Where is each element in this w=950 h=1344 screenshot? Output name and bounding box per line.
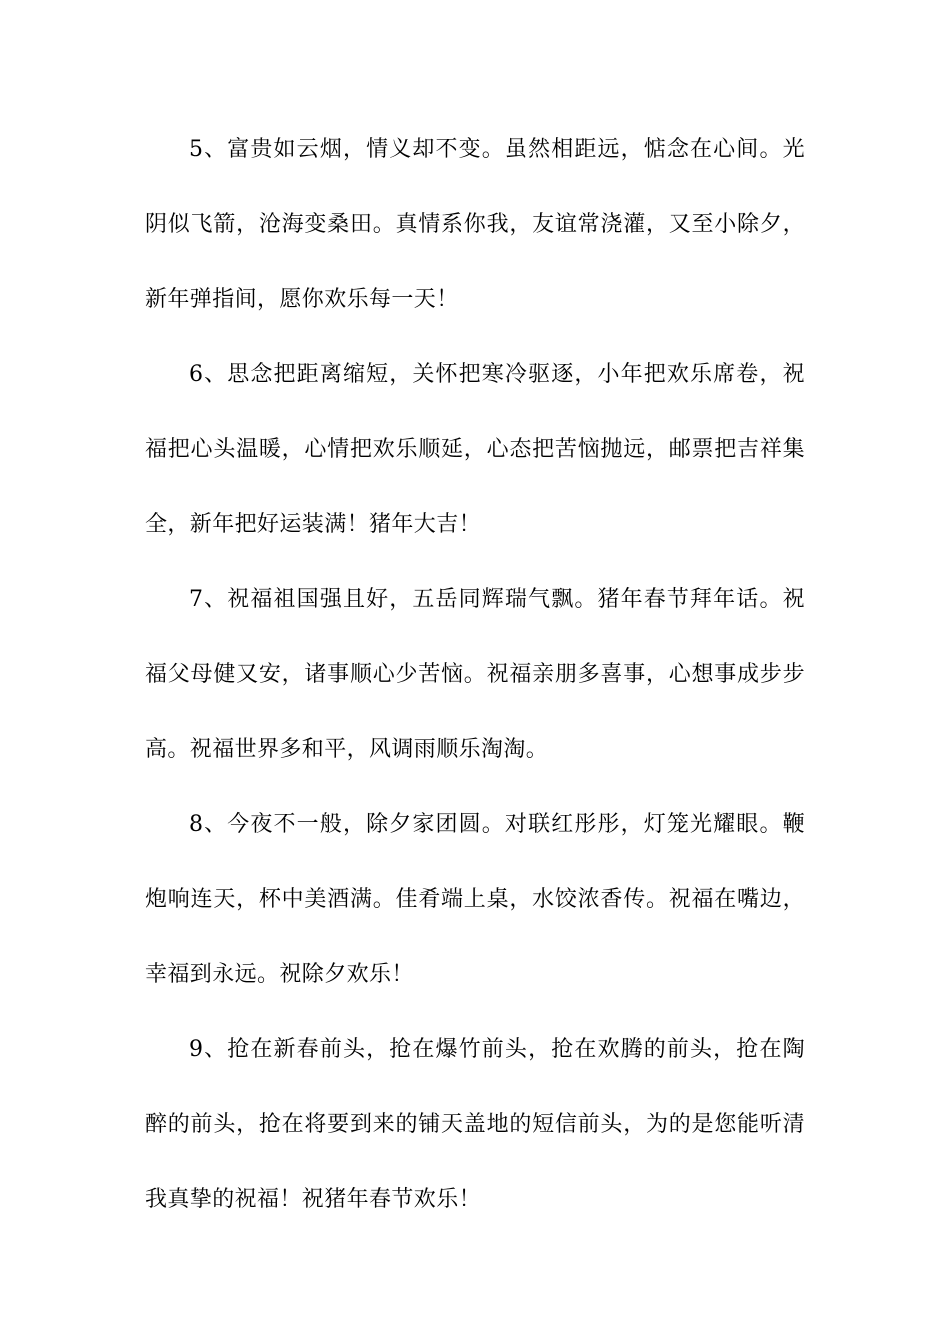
paragraph-6: 6、思念把距离缩短，关怀把寒冷驱逐，小年把欢乐席卷，祝福把心头温暖，心情把欢乐顺延，心态把苦恼抛远，邮票把吉祥集全，新年把好运装满！猪年大吉！ — [145, 362, 805, 537]
paragraph-5: 5、富贵如云烟，情义却不变。虽然相距远，惦念在心间。光阴似飞箭，沧海变桑田。真情系你我，友谊常浇灌，又至小除夕，新年弹指间，愿你欢乐每一天！ — [145, 137, 805, 312]
paragraph-8: 8、今夜不一般，除夕家团圆。对联红彤彤，灯笼光耀眼。鞭炮响连天，杯中美酒满。佳肴端上桌，水饺浓香传。祝福在嘴边，幸福到永远。祝除夕欢乐！ — [145, 812, 805, 987]
paragraph-9: 9、抢在新春前头，抢在爆竹前头，抢在欢腾的前头，抢在陶醉的前头，抢在将要到来的铺天盖地的短信前头，为的是您能听清我真挚的祝福！祝猪年春节欢乐！ — [145, 1037, 805, 1212]
paragraph-7: 7、祝福祖国强且好，五岳同辉瑞气飘。猪年春节拜年话。祝福父母健又安，诸事顺心少苦恼。祝福亲朋多喜事，心想事成步步高。祝福世界多和平，风调雨顺乐淘淘。 — [145, 587, 805, 762]
